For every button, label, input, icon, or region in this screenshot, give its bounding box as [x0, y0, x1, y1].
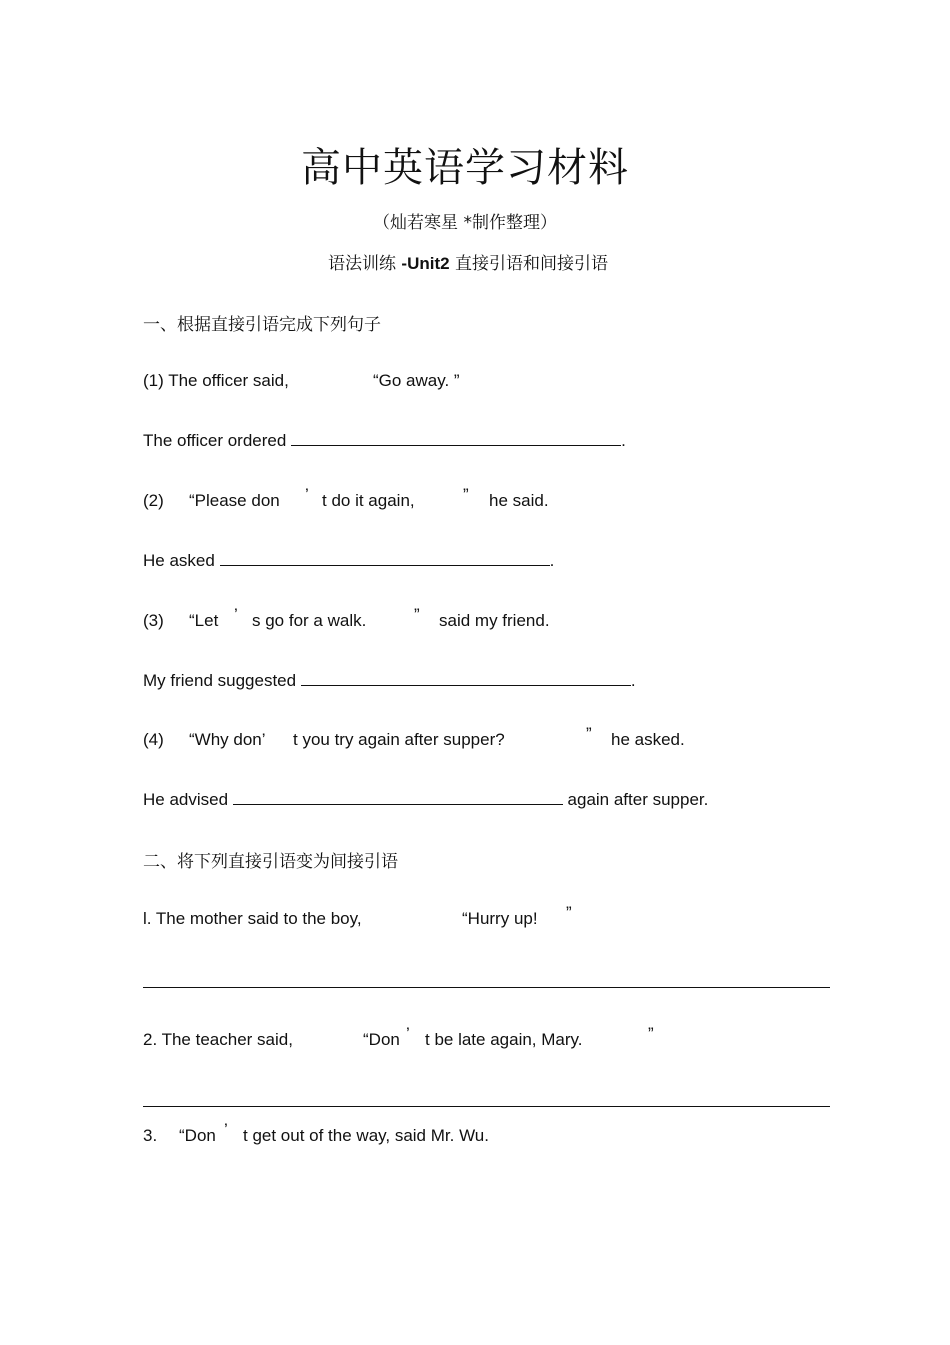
- s1-q2-number: (2): [143, 491, 164, 510]
- s1-q1-quote: “Go away. ”: [373, 371, 460, 390]
- s2-q2-apostrophe: ’: [406, 1024, 410, 1043]
- s1-q4-attribution: he asked.: [611, 730, 685, 749]
- s1-q3-quote-end: ”: [414, 605, 420, 624]
- s2-q2-text: 2. The teacher said,: [143, 1030, 293, 1049]
- s1-q3-answer-end: .: [630, 671, 636, 690]
- s1-q1-answer-prefix: The officer ordered: [143, 431, 287, 450]
- s2-q2-answer-line[interactable]: [143, 1106, 830, 1107]
- s2-q1-quote-end: ”: [566, 903, 572, 922]
- s1-q4-answer: [143, 790, 708, 810]
- s1-q2-quote-start: “Please don: [189, 491, 280, 510]
- s1-q4-answer-blank[interactable]: [233, 790, 563, 805]
- s1-q3-attribution: said my friend.: [439, 611, 550, 630]
- s1-q4-quote-end: ”: [586, 724, 592, 743]
- lesson-title: [0, 249, 936, 274]
- s1-q3-answer-blank[interactable]: [301, 671, 631, 686]
- s2-q3-apostrophe: ’: [224, 1120, 228, 1139]
- section-2-heading: 二、将下列直接引语变为间接引语: [143, 852, 398, 872]
- s2-q2-quote-end: ”: [648, 1024, 654, 1043]
- s1-q4-answer-prefix: He advised: [143, 790, 229, 809]
- s1-q3-quote-rest: s go for a walk.: [252, 611, 367, 630]
- s1-q3-quote-start: “Let: [189, 611, 219, 630]
- document-title: 高中英语学习材料: [301, 145, 629, 191]
- s1-q4-quote-rest: t you try again after supper?: [293, 730, 505, 749]
- s2-q3-number: 3.: [143, 1126, 158, 1145]
- s1-q3-answer-prefix: My friend suggested: [143, 671, 297, 690]
- s1-q4-number: (4): [143, 730, 164, 749]
- s2-q2-quote-rest: t be late again, Mary.: [425, 1030, 583, 1049]
- s1-q2-answer: [143, 551, 554, 571]
- s1-q3-answer: [143, 671, 636, 691]
- s1-q2-quote-rest: t do it again,: [322, 491, 415, 510]
- s1-q1-answer-end: .: [621, 431, 626, 450]
- s1-q1-answer: [143, 431, 626, 451]
- s1-q3-apostrophe: ’: [234, 605, 238, 624]
- section-1-heading: 一、根据直接引语完成下列句子: [143, 315, 381, 335]
- s1-q2-attribution: he said.: [489, 491, 549, 510]
- s1-q3-number: (3): [143, 611, 164, 630]
- s1-q2-answer-blank[interactable]: [220, 551, 550, 566]
- s2-q3-quote-start: “Don: [179, 1126, 216, 1145]
- lesson-prefix: 语法训练: [328, 254, 402, 274]
- s1-q2-answer-end: .: [549, 551, 555, 570]
- s2-q1-answer-line[interactable]: [143, 987, 830, 988]
- s1-q4-answer-end: again after supper.: [567, 790, 709, 809]
- s2-q2-quote-start: “Don: [363, 1030, 400, 1049]
- s2-q3-quote-rest: t get out of the way, said Mr. Wu.: [243, 1126, 489, 1145]
- document-subtitle: （灿若寒星 *制作整理）: [373, 213, 557, 233]
- s1-q4-quote-start: “Why don’: [189, 730, 266, 749]
- s2-q1-text: l. The mother said to the boy,: [143, 909, 362, 928]
- lesson-suffix: 直接引语和间接引语: [449, 254, 608, 274]
- s1-q2-apostrophe: ’: [305, 485, 309, 504]
- s1-q2-answer-prefix: He asked: [143, 551, 215, 570]
- s1-q1-answer-blank[interactable]: [291, 431, 621, 446]
- s1-q2-quote-end: ”: [463, 485, 469, 504]
- lesson-unit: -Unit2: [401, 254, 450, 273]
- s1-q1-text: (1) The officer said,: [143, 371, 289, 390]
- s2-q1-quote: “Hurry up!: [462, 909, 538, 928]
